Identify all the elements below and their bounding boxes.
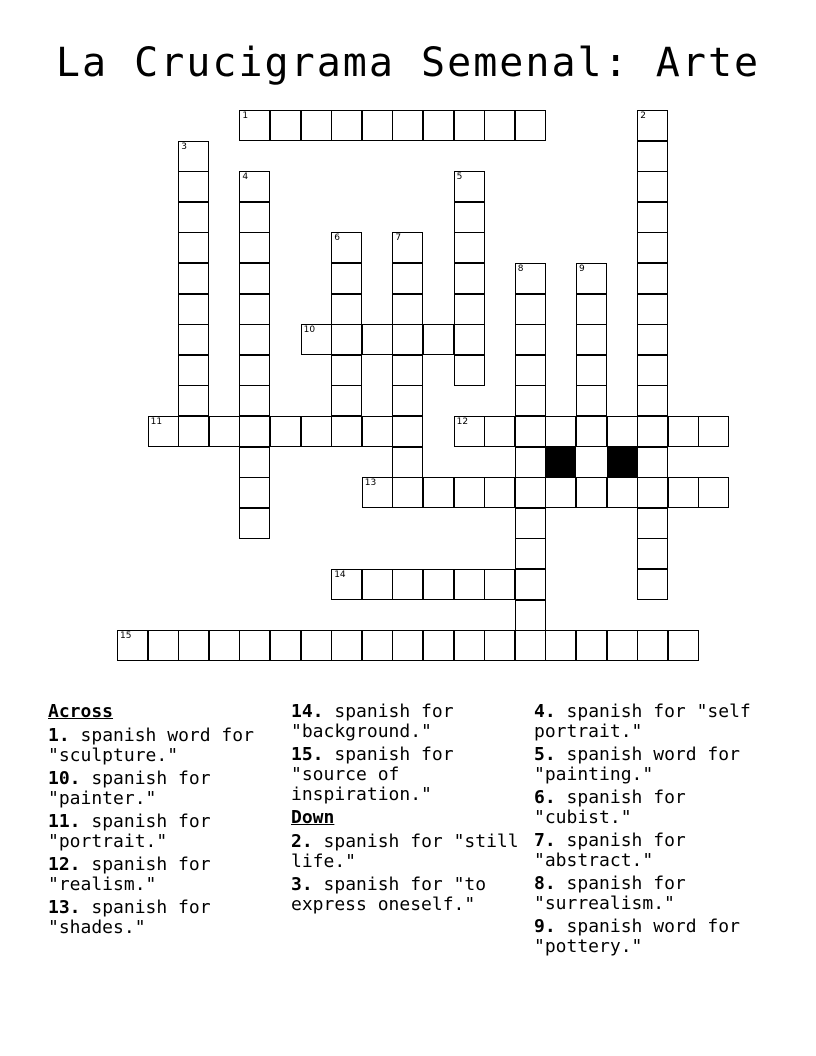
grid-cell[interactable]: [331, 263, 362, 294]
grid-cell[interactable]: [576, 324, 607, 355]
grid-cell[interactable]: [239, 416, 270, 447]
grid-cell[interactable]: [148, 630, 179, 661]
grid-cell[interactable]: [637, 630, 668, 661]
grid-cell[interactable]: [484, 110, 515, 141]
grid-cell[interactable]: [454, 294, 485, 325]
grid-cell[interactable]: [178, 263, 209, 294]
clue-number: 9.: [534, 916, 556, 937]
clue-number: 2.: [291, 831, 313, 852]
grid-cell[interactable]: [576, 477, 607, 508]
clue-text: spanish for "source of inspiration.": [291, 744, 454, 805]
grid-cell[interactable]: [637, 477, 668, 508]
clue-down-7[interactable]: [534, 831, 764, 871]
clue-number-label: 5: [456, 172, 463, 183]
grid-cell[interactable]: [545, 477, 576, 508]
grid-cell[interactable]: [239, 355, 270, 386]
grid-cell[interactable]: [178, 355, 209, 386]
grid-cell[interactable]: [178, 416, 209, 447]
grid-cell[interactable]: [515, 294, 546, 325]
grid-cell[interactable]: [331, 630, 362, 661]
grid-cell[interactable]: [454, 569, 485, 600]
grid-cell[interactable]: [178, 630, 209, 661]
grid-cell[interactable]: [515, 477, 546, 508]
clue-number-label: 4: [242, 172, 249, 183]
clue-down-9[interactable]: [534, 917, 764, 957]
clue-across-14[interactable]: [291, 702, 521, 742]
clue-number-label: 14: [334, 570, 346, 580]
grid-cell[interactable]: [392, 355, 423, 386]
clue-number: 15.: [291, 744, 324, 765]
grid-cell[interactable]: [484, 477, 515, 508]
grid-cell[interactable]: [454, 477, 485, 508]
grid-cell[interactable]: [484, 416, 515, 447]
grid-cell[interactable]: [331, 324, 362, 355]
clue-number-label: 10: [303, 325, 316, 336]
grid-cell[interactable]: [178, 294, 209, 325]
grid-cell[interactable]: [515, 538, 546, 569]
grid-cell[interactable]: [637, 385, 668, 416]
clue-number: 3.: [291, 874, 313, 895]
grid-cell[interactable]: [515, 600, 546, 631]
clue-number-label: 3: [181, 141, 187, 152]
grid-cell[interactable]: [362, 324, 393, 355]
clue-column-2: [291, 702, 521, 918]
grid-cell[interactable]: [392, 477, 423, 508]
grid-cell[interactable]: [576, 294, 607, 325]
grid-cell[interactable]: [454, 171, 485, 202]
grid-cell[interactable]: [239, 447, 270, 478]
grid-cell[interactable]: [484, 630, 515, 661]
clue-number: 14.: [291, 701, 324, 722]
grid-cell[interactable]: [515, 355, 546, 386]
clue-across-10[interactable]: [48, 769, 278, 809]
grid-cell[interactable]: [454, 202, 485, 233]
page-title: La Crucigrama Semenal: Arte: [55, 40, 761, 86]
clue-number-label: 1: [242, 111, 249, 121]
grid-cell[interactable]: [515, 630, 546, 661]
grid-cell[interactable]: [637, 141, 668, 172]
grid-cell[interactable]: [484, 569, 515, 600]
grid-cell[interactable]: [331, 110, 362, 141]
grid-cell[interactable]: [270, 416, 301, 447]
clue-column-1: [48, 702, 278, 941]
grid-cell[interactable]: [607, 630, 638, 661]
grid-cell[interactable]: [117, 630, 148, 661]
grid-cell[interactable]: [331, 232, 362, 263]
grid-cell[interactable]: [637, 324, 668, 355]
grid-cell[interactable]: [270, 110, 301, 141]
grid-cell[interactable]: [545, 416, 576, 447]
grid-cell[interactable]: [607, 477, 638, 508]
grid-cell[interactable]: [454, 324, 485, 355]
grid-cell[interactable]: [270, 630, 301, 661]
grid-cell[interactable]: [576, 355, 607, 386]
grid-cell[interactable]: [239, 232, 270, 263]
clue-number-label: 12: [456, 417, 469, 427]
clue-text: spanish word for "pottery.": [534, 916, 740, 957]
grid-cell[interactable]: [454, 232, 485, 263]
grid-cell[interactable]: [239, 171, 270, 202]
grid-cell[interactable]: [423, 324, 454, 355]
clue-text: spanish for "background.": [291, 701, 454, 742]
grid-cell[interactable]: [331, 416, 362, 447]
clue-across-11[interactable]: [48, 812, 278, 852]
grid-cell[interactable]: [178, 171, 209, 202]
grid-cell[interactable]: [423, 569, 454, 600]
clue-number: 4.: [534, 701, 556, 722]
clue-down-2[interactable]: [291, 832, 521, 872]
clue-down-5[interactable]: [534, 745, 764, 785]
grid-cell[interactable]: [423, 477, 454, 508]
grid-cell[interactable]: [178, 324, 209, 355]
grid-cell[interactable]: [698, 477, 729, 508]
clue-text: spanish for "abstract.": [534, 830, 686, 871]
clue-number: 1.: [48, 725, 70, 746]
grid-cell[interactable]: [301, 630, 332, 661]
grid-cell[interactable]: [239, 508, 270, 539]
clue-number-label: 7: [395, 233, 402, 244]
grid-cell[interactable]: [454, 110, 485, 141]
grid-cell[interactable]: [515, 110, 546, 141]
grid-cell[interactable]: [362, 630, 393, 661]
grid-cell[interactable]: [362, 477, 393, 508]
grid-cell[interactable]: [331, 355, 362, 386]
grid-cell[interactable]: [331, 294, 362, 325]
grid-cell[interactable]: [178, 232, 209, 263]
grid-cell[interactable]: [637, 538, 668, 569]
clue-number: 8.: [534, 873, 556, 894]
clue-text: spanish for "cubist.": [534, 787, 686, 828]
grid-cell[interactable]: [637, 294, 668, 325]
clue-text: spanish word for "painting.": [534, 744, 740, 785]
grid-cell[interactable]: [178, 385, 209, 416]
grid-cell[interactable]: [209, 630, 240, 661]
clue-number: 12.: [48, 854, 81, 875]
clue-across-15[interactable]: [291, 745, 521, 805]
grid-cell[interactable]: [637, 232, 668, 263]
clue-number: 5.: [534, 744, 556, 765]
grid-cell[interactable]: [454, 355, 485, 386]
clue-number: 11.: [48, 811, 81, 832]
grid-cell[interactable]: [392, 385, 423, 416]
clue-text: spanish for "realism.": [48, 854, 211, 895]
grid-cell[interactable]: [331, 385, 362, 416]
clue-number-label: 6: [334, 233, 340, 244]
grid-cell[interactable]: [668, 416, 699, 447]
down-heading: Down: [291, 807, 335, 828]
grid-cell[interactable]: [392, 110, 423, 141]
clue-text: spanish for "painter.": [48, 768, 211, 809]
clue-number: 7.: [534, 830, 556, 851]
clue-number-label: 15: [120, 631, 132, 642]
grid-cell[interactable]: [637, 355, 668, 386]
grid-cell[interactable]: [362, 110, 393, 141]
grid-cell[interactable]: [515, 569, 546, 600]
grid-cell[interactable]: [392, 294, 423, 325]
grid-cell[interactable]: [239, 385, 270, 416]
grid-cell[interactable]: [392, 324, 423, 355]
grid-cell[interactable]: [576, 416, 607, 447]
clue-text: spanish for "self portrait.": [534, 701, 751, 742]
grid-cell[interactable]: [637, 263, 668, 294]
clue-number-label: 8: [517, 264, 524, 274]
clue-text: spanish word for "sculpture.": [48, 725, 254, 766]
grid-cell[interactable]: [637, 171, 668, 202]
grid-cell[interactable]: [239, 202, 270, 233]
grid-cell[interactable]: [392, 569, 423, 600]
grid-cell[interactable]: [392, 447, 423, 478]
clue-down-3[interactable]: [291, 875, 521, 915]
clue-text: spanish for "portrait.": [48, 811, 211, 852]
grid-cell[interactable]: [148, 416, 179, 447]
grid-cell[interactable]: [515, 416, 546, 447]
grid-cell[interactable]: [239, 477, 270, 508]
grid-cell[interactable]: [668, 477, 699, 508]
grid-cell[interactable]: [576, 385, 607, 416]
grid-cell[interactable]: [331, 569, 362, 600]
clue-number-label: 11: [150, 417, 163, 427]
across-heading: Across: [48, 701, 114, 722]
grid-cell[interactable]: [515, 324, 546, 355]
clue-number: 13.: [48, 897, 81, 918]
grid-cell[interactable]: [637, 447, 668, 478]
clue-number-label: 9: [579, 264, 585, 274]
grid-cell[interactable]: [637, 569, 668, 600]
grid-cell[interactable]: [392, 416, 423, 447]
grid-cell[interactable]: [362, 416, 393, 447]
grid-cell[interactable]: [392, 232, 423, 263]
grid-cell[interactable]: [637, 508, 668, 539]
clue-number: 6.: [534, 787, 556, 808]
clue-text: spanish for "shades.": [48, 897, 211, 938]
clue-down-6[interactable]: [534, 788, 764, 828]
grid-cell[interactable]: [239, 630, 270, 661]
clue-down-4[interactable]: [534, 702, 764, 742]
grid-cell[interactable]: [698, 416, 729, 447]
grid-cell[interactable]: [607, 416, 638, 447]
grid-cell[interactable]: [301, 110, 332, 141]
grid-cell[interactable]: [454, 416, 485, 447]
grid-cell[interactable]: [637, 110, 668, 141]
grid-cell[interactable]: [178, 141, 209, 172]
grid-cell[interactable]: [392, 263, 423, 294]
clue-column-3: [534, 702, 764, 960]
clue-down-8[interactable]: [534, 874, 764, 914]
grid-cell[interactable]: [178, 202, 209, 233]
grid-cell[interactable]: [239, 110, 270, 141]
grid-cell[interactable]: [545, 630, 576, 661]
grid-cell[interactable]: [454, 630, 485, 661]
grid-cell[interactable]: [209, 416, 240, 447]
clue-number: 10.: [48, 768, 81, 789]
grid-cell[interactable]: [515, 385, 546, 416]
grid-cell[interactable]: [423, 630, 454, 661]
clue-text: spanish for "still life.": [291, 831, 519, 872]
grid-cell[interactable]: [362, 569, 393, 600]
shaded-cell: [545, 447, 576, 478]
grid-cell[interactable]: [668, 630, 699, 661]
grid-cell[interactable]: [239, 324, 270, 355]
grid-cell[interactable]: [637, 202, 668, 233]
grid-cell[interactable]: [515, 508, 546, 539]
grid-cell[interactable]: [576, 630, 607, 661]
clue-text: spanish for "surrealism.": [534, 873, 686, 914]
clue-number-label: 13: [364, 478, 377, 489]
grid-cell[interactable]: [454, 263, 485, 294]
clue-across-1[interactable]: [48, 726, 278, 766]
grid-cell[interactable]: [576, 263, 607, 294]
grid-cell[interactable]: [423, 110, 454, 141]
clue-across-12[interactable]: [48, 855, 278, 895]
shaded-cell: [607, 447, 638, 478]
grid-cell[interactable]: [239, 263, 270, 294]
clue-number-label: 2: [640, 111, 646, 121]
clue-across-13[interactable]: [48, 898, 278, 938]
clue-text: spanish for "to express oneself.": [291, 874, 487, 915]
grid-cell[interactable]: [239, 294, 270, 325]
grid-cell[interactable]: [301, 416, 332, 447]
grid-cell[interactable]: [515, 263, 546, 294]
grid-cell[interactable]: [515, 447, 546, 478]
grid-cell[interactable]: [392, 630, 423, 661]
grid-cell[interactable]: [637, 416, 668, 447]
grid-cell[interactable]: [301, 324, 332, 355]
